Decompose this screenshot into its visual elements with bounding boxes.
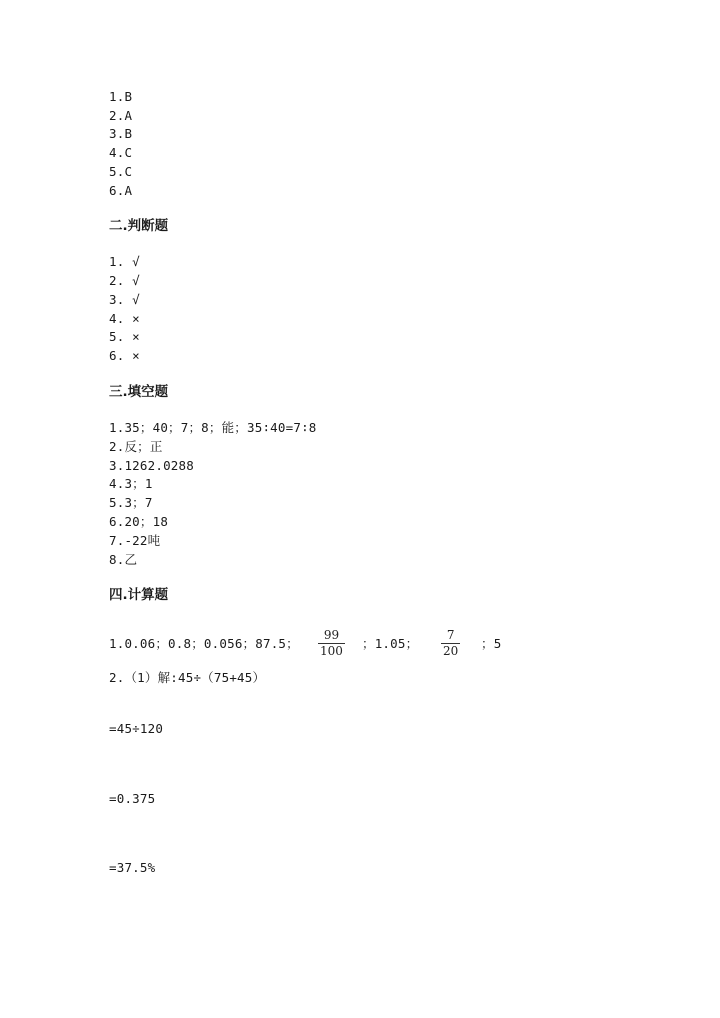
section-heading-fill-blank: 三.填空题 [109, 384, 169, 400]
answer-line: 3.B [109, 126, 133, 141]
answer-line: 1.35；40；7；8；能；35∶40=7∶8 [109, 420, 317, 435]
answer-line: 7.-22吨 [109, 533, 161, 548]
answer-line: 2. √ [109, 273, 140, 288]
answer-line: 1. √ [109, 254, 140, 269]
calc-step: =0.375 [109, 791, 156, 806]
answer-line: 2.A [109, 108, 133, 123]
calc-answer-prefix: 1.0.06；0.8；0.056；87.5； [109, 636, 299, 651]
fraction [318, 629, 345, 658]
calc-answer-suffix: ；5 [481, 636, 502, 651]
answer-line: 3.1262.0288 [109, 458, 194, 473]
section-heading-judgement: 二.判断题 [109, 218, 169, 234]
calc-answer-middle: ；1.05； [362, 636, 419, 651]
fraction-denominator: 100 [320, 644, 343, 658]
answer-line: 1.B [109, 89, 133, 104]
answer-line: 4.3；1 [109, 476, 153, 491]
section-heading-calculation: 四.计算题 [109, 587, 169, 603]
answer-line: 2.反；正 [109, 439, 163, 454]
fraction-numerator: 99 [323, 628, 340, 642]
answer-line: 5.3；7 [109, 495, 153, 510]
fraction-numerator: 7 [446, 628, 455, 642]
answer-line: 6. × [109, 348, 140, 363]
answer-line: 4.C [109, 145, 133, 160]
answer-line: 3. √ [109, 292, 140, 307]
answer-line: 4. × [109, 311, 140, 326]
fraction [441, 629, 460, 658]
calc-step: =37.5% [109, 860, 156, 875]
answer-line: 6.A [109, 183, 133, 198]
answer-line: 8.乙 [109, 552, 138, 567]
fraction-denominator: 20 [443, 644, 459, 658]
answer-line: 5.C [109, 164, 133, 179]
calc-step: =45÷120 [109, 721, 164, 736]
answer-line: 6.20；18 [109, 514, 169, 529]
answer-line: 5. × [109, 329, 140, 344]
calc-question-line: 2.（1）解:45÷（75+45） [109, 670, 266, 685]
